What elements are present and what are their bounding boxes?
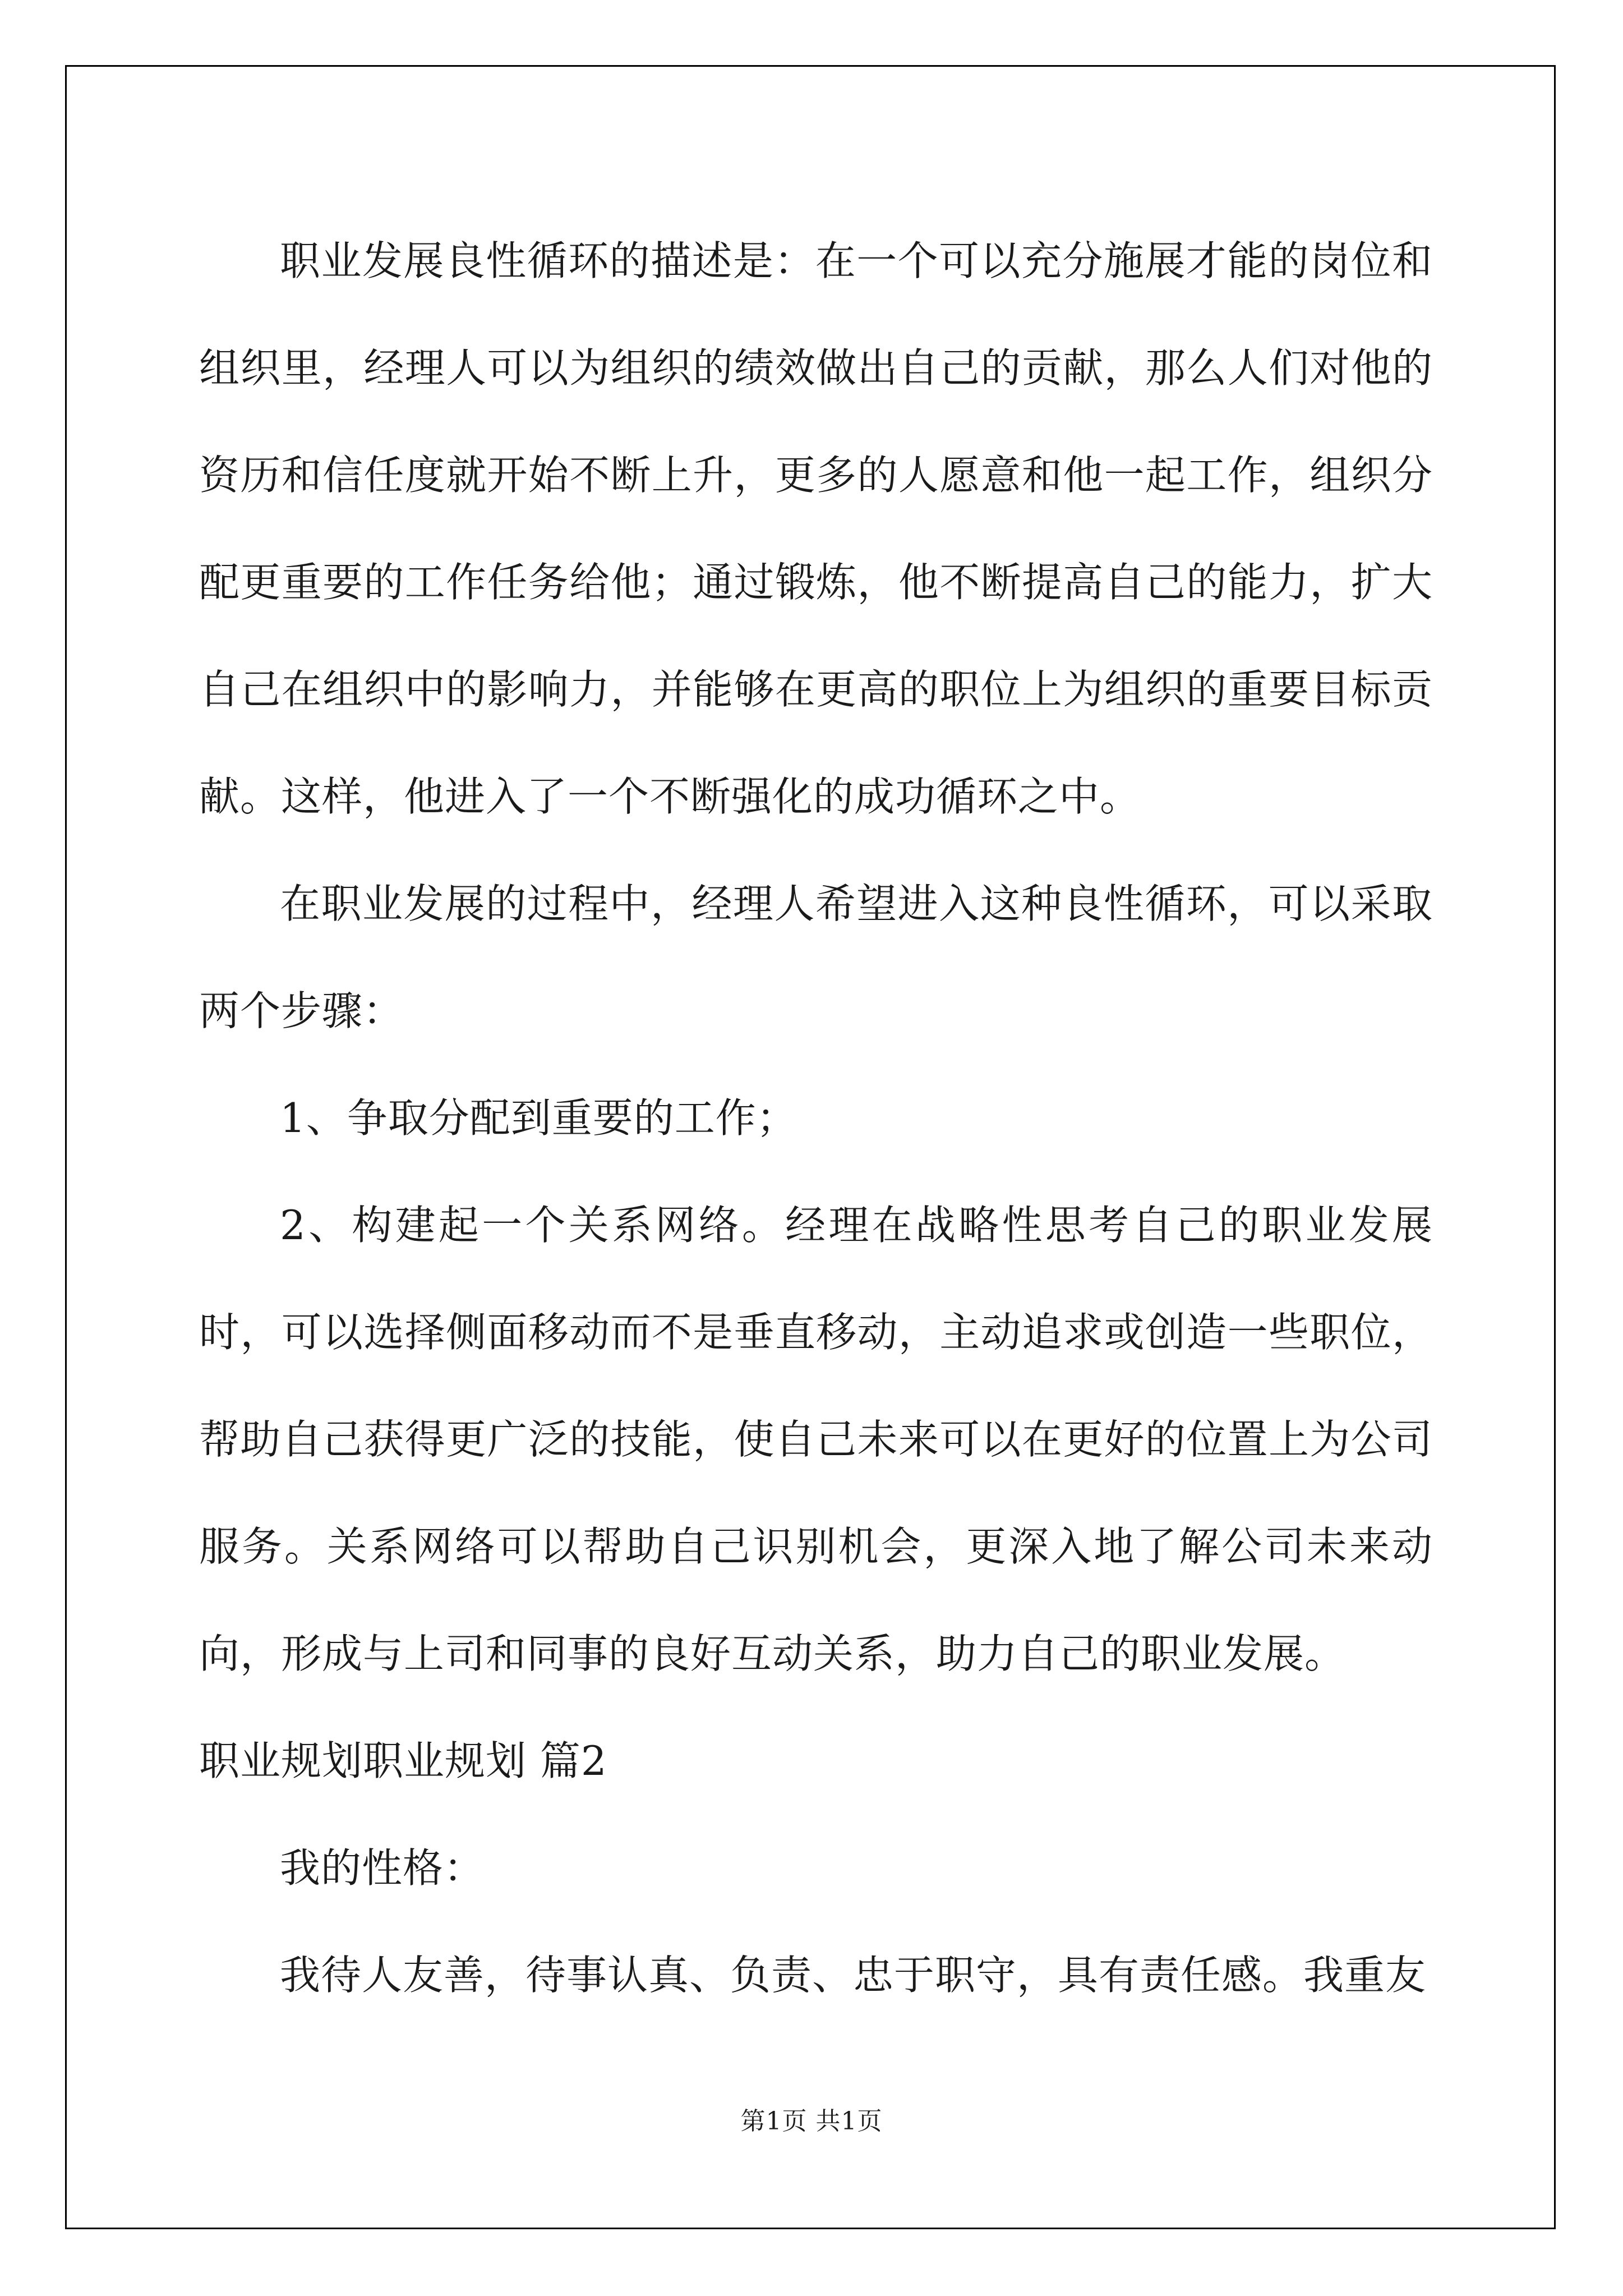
paragraph-steps-intro: 在职业发展的过程中，经理人希望进入这种良性循环，可以采取两个步骤：: [199, 880, 1433, 1034]
paragraph-step-1: 1、争取分配到重要的工作；: [280, 1094, 797, 1142]
paragraph-personality-label: 我的性格：: [280, 1844, 485, 1892]
paragraph-step-2: 2、构建起一个关系网络。经理在战略性思考自己的职业发展时，可以选择侧面移动而不是垂直移动，主动追求或创造一些职位，帮助自己获得更广泛的技能，使自己未来可以在更好的位置上为公司服务。关系网络可以帮助自己识别机会，更深入地了解公司未来动向，形成与上司和同事的良好互动关系，助力自己的职业发展。: [199, 1202, 1433, 1677]
page-footer: 第1页 共1页: [740, 2107, 883, 2136]
document-body: [199, 208, 1433, 2029]
paragraph-virtuous-cycle: 职业发展良性循环的描述是：在一个可以充分施展才能的岗位和组织里，经理人可以为组织的绩效做出自己的贡献，那么人们对他的资历和信任度就开始不断上升，更多的人愿意和他一起工作，组织分配更重要的工作任务给他；通过锻炼，他不断提高自己的能力，扩大自己在组织中的影响力，并能够在更高的职位上为组织的重要目标贡献。这样，他进入了一个不断强化的成功循环之中。: [199, 237, 1433, 820]
section-heading: 职业规划职业规划 篇2: [199, 1737, 607, 1784]
paragraph-personality: 我待人友善，待事认真、负责、忠于职守，具有责任感。我重友: [280, 1952, 1427, 1999]
